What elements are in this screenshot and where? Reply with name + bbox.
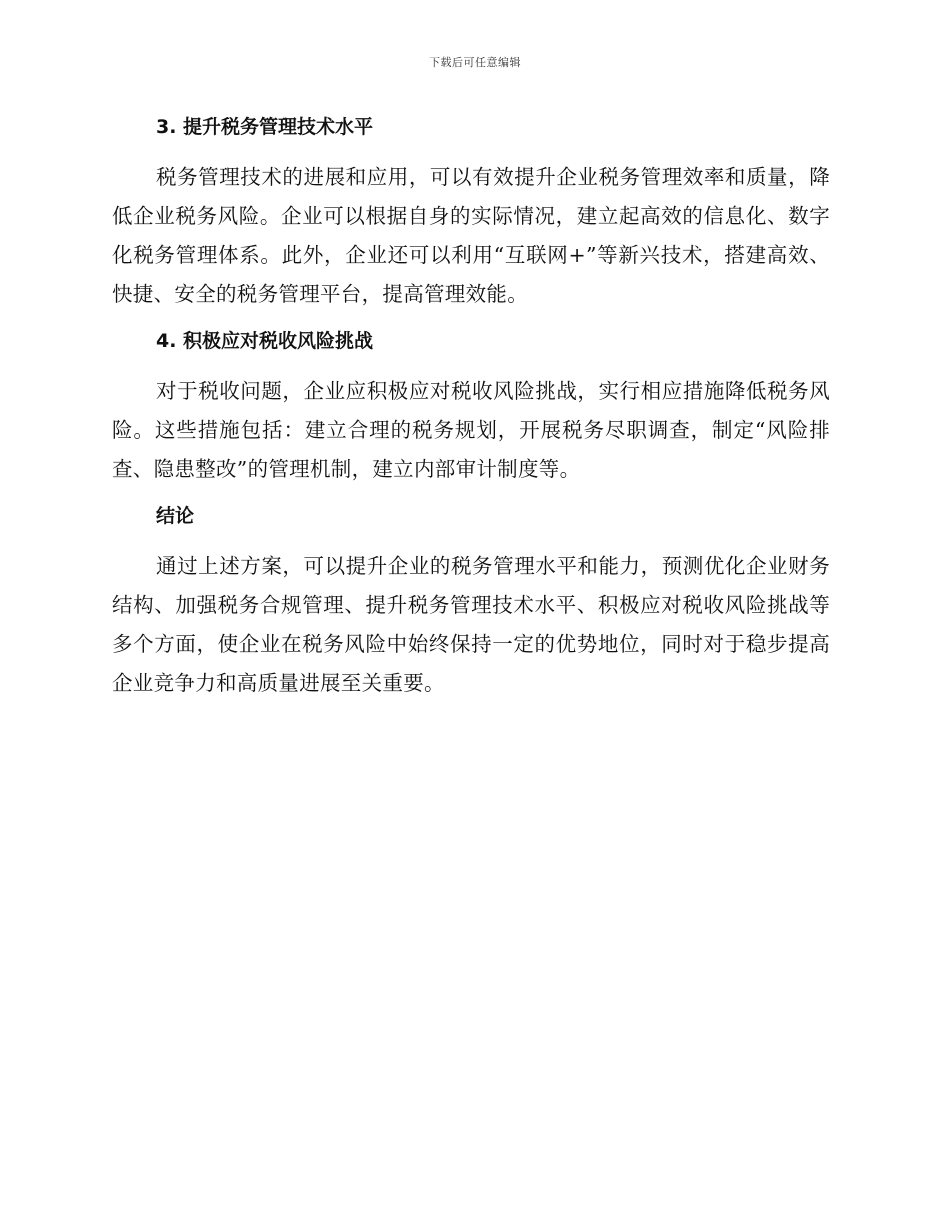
section-paragraph: 通过上述方案，可以提升企业的税务管理水平和能力，预测优化企业财务结构、加强税务合规管理、提升税务管理技术水平、积极应对税收风险挑战等多个方面，使企业在税务风险中始终保持一定的优势地位，同时对于稳步提高企业竞争力和高质量进展至关重要。 (112, 554, 830, 695)
section-conclusion (112, 501, 830, 703)
section-heading: 结论 (156, 505, 195, 527)
section-tax-technology (112, 112, 830, 314)
section-tax-risk (112, 326, 830, 489)
section-paragraph: 税务管理技术的进展和应用，可以有效提升企业税务管理效率和质量，降低企业税务风险。企业可以根据自身的实际情况，建立起高效的信息化、数字化税务管理体系。此外，企业还可以利用“互联网+”等新兴技术，搭建高效、快捷、安全的税务管理平台，提高管理效能。 (112, 165, 830, 306)
section-heading: 3. 提升税务管理技术水平 (156, 116, 374, 138)
document-body (112, 112, 830, 715)
section-heading: 4. 积极应对税收风险挑战 (156, 330, 374, 352)
section-paragraph: 对于税收问题，企业应积极应对税收风险挑战，实行相应措施降低税务风险。这些措施包括：建立合理的税务规划，开展税务尽职调查，制定“风险排查、隐患整改”的管理机制，建立内部审计制度等。 (112, 379, 830, 481)
page-header: 下载后可任意编辑 (429, 56, 521, 69)
